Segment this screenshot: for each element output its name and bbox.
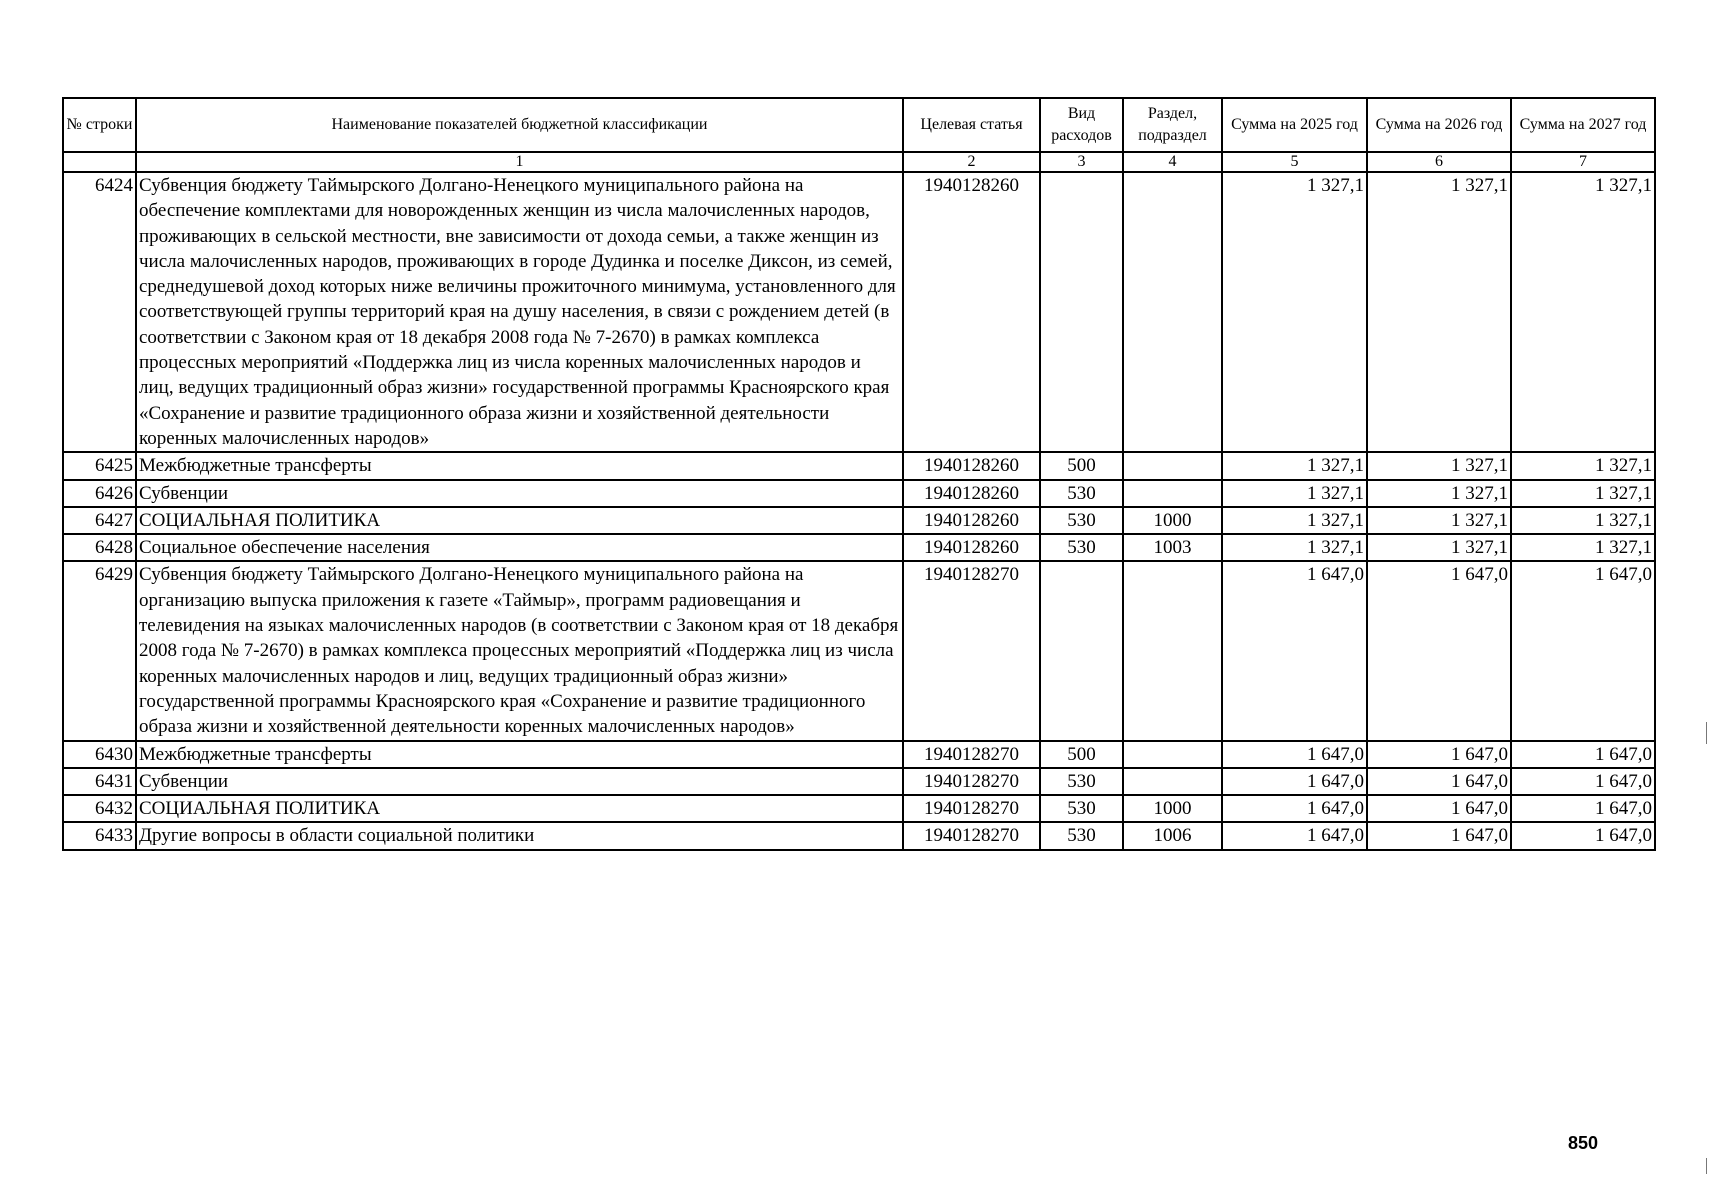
row-sum-2025: 1 327,1 <box>1222 172 1367 452</box>
row-sum-2025: 1 647,0 <box>1222 822 1367 849</box>
row-sum-2025: 1 647,0 <box>1222 795 1367 822</box>
row-section <box>1123 480 1222 507</box>
row-section <box>1123 172 1222 452</box>
header-sum-2027: Сумма на 2027 год <box>1511 98 1655 152</box>
row-target-article: 1940128260 <box>903 172 1040 452</box>
row-number: 6428 <box>63 534 136 561</box>
row-section <box>1123 452 1222 479</box>
row-section: 1000 <box>1123 507 1222 534</box>
row-target-article: 1940128260 <box>903 480 1040 507</box>
row-sum-2027: 1 647,0 <box>1511 561 1655 740</box>
row-number: 6432 <box>63 795 136 822</box>
scan-mark <box>1706 1158 1707 1174</box>
row-sum-2025: 1 327,1 <box>1222 452 1367 479</box>
row-name: СОЦИАЛЬНАЯ ПОЛИТИКА <box>136 795 903 822</box>
table-row <box>63 768 1655 795</box>
header-sum-2026: Сумма на 2026 год <box>1367 98 1511 152</box>
header-row-number: № строки <box>63 98 136 152</box>
row-number: 6430 <box>63 741 136 768</box>
row-sum-2026: 1 647,0 <box>1367 822 1511 849</box>
row-sum-2025: 1 327,1 <box>1222 507 1367 534</box>
row-section <box>1123 561 1222 740</box>
row-sum-2027: 1 327,1 <box>1511 534 1655 561</box>
row-section: 1003 <box>1123 534 1222 561</box>
row-number: 6426 <box>63 480 136 507</box>
column-index: 3 <box>1040 152 1123 172</box>
column-index: 6 <box>1367 152 1511 172</box>
table-row <box>63 822 1655 849</box>
row-section <box>1123 768 1222 795</box>
row-sum-2026: 1 327,1 <box>1367 480 1511 507</box>
row-section <box>1123 741 1222 768</box>
row-name: Субвенции <box>136 768 903 795</box>
row-target-article: 1940128270 <box>903 795 1040 822</box>
row-target-article: 1940128270 <box>903 822 1040 849</box>
table-row <box>63 452 1655 479</box>
column-index: 1 <box>136 152 903 172</box>
row-sum-2027: 1 647,0 <box>1511 741 1655 768</box>
row-target-article: 1940128260 <box>903 534 1040 561</box>
row-sum-2026: 1 327,1 <box>1367 534 1511 561</box>
row-sum-2026: 1 647,0 <box>1367 561 1511 740</box>
row-number: 6431 <box>63 768 136 795</box>
row-sum-2027: 1 327,1 <box>1511 480 1655 507</box>
table-row <box>63 795 1655 822</box>
row-sum-2026: 1 647,0 <box>1367 795 1511 822</box>
row-expense-type: 530 <box>1040 480 1123 507</box>
row-expense-type <box>1040 172 1123 452</box>
row-sum-2025: 1 327,1 <box>1222 480 1367 507</box>
row-sum-2026: 1 327,1 <box>1367 452 1511 479</box>
row-name: Межбюджетные трансферты <box>136 741 903 768</box>
column-index: 2 <box>903 152 1040 172</box>
column-index <box>63 152 136 172</box>
row-number: 6429 <box>63 561 136 740</box>
row-target-article: 1940128270 <box>903 561 1040 740</box>
column-index: 4 <box>1123 152 1222 172</box>
row-sum-2027: 1 327,1 <box>1511 507 1655 534</box>
row-expense-type: 530 <box>1040 534 1123 561</box>
row-expense-type: 530 <box>1040 768 1123 795</box>
row-sum-2027: 1 327,1 <box>1511 452 1655 479</box>
row-target-article: 1940128270 <box>903 741 1040 768</box>
row-number: 6427 <box>63 507 136 534</box>
row-name: Межбюджетные трансферты <box>136 452 903 479</box>
row-name: СОЦИАЛЬНАЯ ПОЛИТИКА <box>136 507 903 534</box>
budget-table <box>62 97 1656 851</box>
row-name: Субвенции <box>136 480 903 507</box>
table-row <box>63 741 1655 768</box>
header-sum-2025: Сумма на 2025 год <box>1222 98 1367 152</box>
row-sum-2026: 1 647,0 <box>1367 741 1511 768</box>
header-row <box>63 98 1655 152</box>
page-number: 850 <box>1568 1133 1599 1153</box>
row-name: Другие вопросы в области социальной политики <box>136 822 903 849</box>
column-index-row <box>63 152 1655 172</box>
row-expense-type: 500 <box>1040 741 1123 768</box>
row-sum-2025: 1 647,0 <box>1222 561 1367 740</box>
table-row <box>63 480 1655 507</box>
row-expense-type: 500 <box>1040 452 1123 479</box>
row-name: Субвенция бюджету Таймырского Долгано-Ненецкого муниципального района на обеспечение комплектами для новорожденных женщин из числа малочисленных народов, проживающих в сельской местности, вне зависимости от дохода семьи, а также женщин из числа малочисленных народов, проживающих в городе Дудинка и поселке Диксон, из семей, среднедушевой доход которых ниже величины прожиточного минимума, установленного для соответствующей группы территорий края на душу населения, в связи с рождением детей (в соответствии с Законом края от 18 декабря 2008 года № 7-2670) в рамках комплекса процессных мероприятий «Поддержка лиц из числа коренных малочисленных народов и лиц, ведущих традиционный образ жизни» государственной программы Красноярского края «Сохранение и развитие традиционного образа жизни и хозяйственной деятельности коренных малочисленных народов» <box>136 172 903 452</box>
row-target-article: 1940128260 <box>903 507 1040 534</box>
header-target-article: Целевая статья <box>903 98 1040 152</box>
row-sum-2025: 1 647,0 <box>1222 741 1367 768</box>
row-expense-type: 530 <box>1040 795 1123 822</box>
row-name: Социальное обеспечение населения <box>136 534 903 561</box>
row-number: 6424 <box>63 172 136 452</box>
row-target-article: 1940128270 <box>903 768 1040 795</box>
row-sum-2026: 1 327,1 <box>1367 507 1511 534</box>
column-index: 7 <box>1511 152 1655 172</box>
table-row <box>63 561 1655 740</box>
row-sum-2026: 1 647,0 <box>1367 768 1511 795</box>
header-section: Раздел, подраздел <box>1123 98 1222 152</box>
row-sum-2026: 1 327,1 <box>1367 172 1511 452</box>
row-sum-2025: 1 647,0 <box>1222 768 1367 795</box>
row-sum-2025: 1 327,1 <box>1222 534 1367 561</box>
row-expense-type: 530 <box>1040 507 1123 534</box>
header-expense-type: Вид расходов <box>1040 98 1123 152</box>
row-section: 1006 <box>1123 822 1222 849</box>
header-name: Наименование показателей бюджетной классификации <box>136 98 903 152</box>
row-number: 6425 <box>63 452 136 479</box>
row-name: Субвенция бюджету Таймырского Долгано-Ненецкого муниципального района на организацию выпуска приложения к газете «Таймыр», программ радиовещания и телевидения на языках малочисленных народов (в соответствии с Законом края от 18 декабря 2008 года № 7-2670) в рамках комплекса процессных мероприятий «Поддержка лиц из числа коренных малочисленных народов и лиц, ведущих традиционный образ жизни» государственной программы Красноярского края «Сохранение и развитие традиционного образа жизни и хозяйственной деятельности коренных малочисленных народов» <box>136 561 903 740</box>
row-sum-2027: 1 647,0 <box>1511 822 1655 849</box>
row-section: 1000 <box>1123 795 1222 822</box>
table-row <box>63 172 1655 452</box>
column-index: 5 <box>1222 152 1367 172</box>
scan-mark <box>1706 722 1707 744</box>
row-sum-2027: 1 647,0 <box>1511 768 1655 795</box>
row-expense-type <box>1040 561 1123 740</box>
row-target-article: 1940128260 <box>903 452 1040 479</box>
table-row <box>63 534 1655 561</box>
row-expense-type: 530 <box>1040 822 1123 849</box>
row-sum-2027: 1 647,0 <box>1511 795 1655 822</box>
row-number: 6433 <box>63 822 136 849</box>
table-row <box>63 507 1655 534</box>
row-sum-2027: 1 327,1 <box>1511 172 1655 452</box>
